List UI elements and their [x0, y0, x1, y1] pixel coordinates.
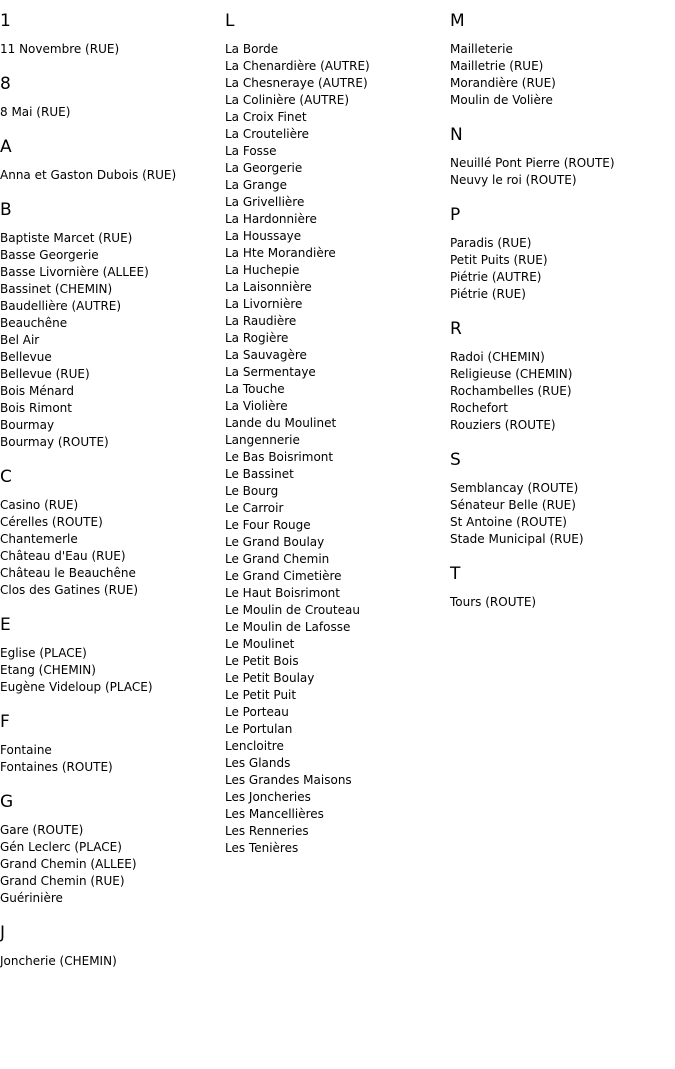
section-letter-heading: R — [450, 319, 462, 339]
street-name: Le Carroir — [225, 501, 284, 515]
street-name: La Huchepie — [225, 263, 300, 277]
section-letter-heading: M — [450, 11, 465, 31]
street-name: Bellevue (RUE) — [0, 367, 90, 381]
street-name: Bel Air — [0, 333, 40, 347]
street-name: Joncherie (CHEMIN) — [0, 954, 117, 968]
street-list — [450, 155, 670, 189]
street-list — [450, 235, 670, 303]
letter-section — [0, 199, 220, 451]
section-letter-heading: 1 — [0, 11, 11, 31]
street-name: Les Glands — [225, 756, 291, 770]
street-name: Etang (CHEMIN) — [0, 663, 96, 677]
street-name: La Grange — [225, 178, 288, 192]
street-name: Neuillé Pont Pierre (ROUTE) — [450, 156, 615, 170]
street-name: 8 Mai (RUE) — [0, 105, 71, 119]
street-name: Piétrie (RUE) — [450, 287, 526, 301]
street-name: Le Petit Bois — [225, 654, 299, 668]
street-name: Neuvy le roi (ROUTE) — [450, 173, 577, 187]
letter-section — [0, 10, 220, 58]
letter-section — [450, 449, 670, 548]
street-name: La Chesneraye (AUTRE) — [225, 76, 368, 90]
street-name: Les Joncheries — [225, 790, 311, 804]
street-name: Les Tenières — [225, 841, 299, 855]
street-list — [450, 41, 670, 109]
street-name: Morandière (RUE) — [450, 76, 556, 90]
street-list — [450, 594, 670, 611]
street-name: Eugène Videloup (PLACE) — [0, 680, 153, 694]
street-name: Basse Livornière (ALLEE) — [0, 265, 149, 279]
letter-section — [0, 791, 220, 907]
section-letter-heading: 8 — [0, 74, 11, 94]
street-list — [450, 349, 670, 434]
street-list — [0, 822, 220, 907]
street-name: La Croix Finet — [225, 110, 307, 124]
street-name: Basse Georgerie — [0, 248, 99, 262]
street-name: Le Petit Puit — [225, 688, 297, 702]
street-list — [0, 230, 220, 451]
street-name: Gare (ROUTE) — [0, 823, 84, 837]
street-name: Baudellière (AUTRE) — [0, 299, 122, 313]
section-letter-heading: A — [0, 137, 12, 157]
street-name: Fontaine — [0, 743, 52, 757]
street-name: Les Mancellières — [225, 807, 324, 821]
section-letter-heading: F — [0, 712, 10, 732]
street-name: Sénateur Belle (RUE) — [450, 498, 576, 512]
street-name: Stade Municipal (RUE) — [450, 532, 584, 546]
street-list — [0, 645, 220, 696]
section-letter-heading: S — [450, 450, 461, 470]
section-letter-heading: C — [0, 467, 12, 487]
street-name: Bois Ménard — [0, 384, 75, 398]
street-list — [0, 497, 220, 599]
street-name: Beauchêne — [0, 316, 68, 330]
street-name: Lande du Moulinet — [225, 416, 337, 430]
street-name: Bassinet (CHEMIN) — [0, 282, 113, 296]
street-name: Religieuse (CHEMIN) — [450, 367, 573, 381]
street-name: Le Bas Boisrimont — [225, 450, 334, 464]
street-name: La Chenardière (AUTRE) — [225, 59, 370, 73]
street-name: Bourmay — [0, 418, 55, 432]
street-name: Le Bassinet — [225, 467, 294, 481]
street-name: Paradis (RUE) — [450, 236, 532, 250]
section-letter-heading: J — [0, 923, 6, 943]
street-name: Le Haut Boisrimont — [225, 586, 340, 600]
street-name: La Hardonnière — [225, 212, 317, 226]
street-list — [0, 167, 220, 184]
street-name: La Hte Morandière — [225, 246, 336, 260]
street-name: Grand Chemin (ALLEE) — [0, 857, 137, 871]
letter-section — [0, 922, 220, 970]
street-name: Le Petit Boulay — [225, 671, 315, 685]
letter-section — [225, 10, 445, 857]
section-letter-heading: N — [450, 125, 463, 145]
street-name: La Grivellière — [225, 195, 305, 209]
street-name: Lencloitre — [225, 739, 284, 753]
street-name: La Fosse — [225, 144, 277, 158]
street-name: Bellevue — [0, 350, 52, 364]
street-list — [0, 953, 220, 970]
section-letter-heading: B — [0, 200, 12, 220]
street-index-column-3 — [450, 10, 670, 626]
street-index-column-2 — [225, 10, 445, 872]
street-list — [450, 480, 670, 548]
street-name: Baptiste Marcet (RUE) — [0, 231, 133, 245]
street-name: St Antoine (ROUTE) — [450, 515, 567, 529]
street-name: 11 Novembre (RUE) — [0, 42, 120, 56]
street-name: La Sauvagère — [225, 348, 307, 362]
letter-section — [0, 466, 220, 599]
section-letter-heading: L — [225, 11, 235, 31]
street-name: La Colinière (AUTRE) — [225, 93, 350, 107]
letter-section — [450, 204, 670, 303]
street-name: Grand Chemin (RUE) — [0, 874, 125, 888]
street-name: La Rogière — [225, 331, 289, 345]
street-name: Le Moulin de Crouteau — [225, 603, 360, 617]
street-name: Semblancay (ROUTE) — [450, 481, 579, 495]
street-name: Rouziers (ROUTE) — [450, 418, 556, 432]
street-name: Rochambelles (RUE) — [450, 384, 572, 398]
street-name: Château le Beauchêne — [0, 566, 136, 580]
street-name: Piétrie (AUTRE) — [450, 270, 542, 284]
street-name: Gén Leclerc (PLACE) — [0, 840, 122, 854]
street-name: La Livornière — [225, 297, 303, 311]
street-name: La Violière — [225, 399, 288, 413]
street-name: Les Grandes Maisons — [225, 773, 352, 787]
street-name: Château d'Eau (RUE) — [0, 549, 126, 563]
street-name: Le Porteau — [225, 705, 289, 719]
street-list — [0, 41, 220, 58]
street-name: Mailleterie — [450, 42, 513, 56]
street-name: Chantemerle — [0, 532, 78, 546]
street-name: Le Grand Cimetière — [225, 569, 342, 583]
street-name: Le Moulinet — [225, 637, 295, 651]
letter-section — [0, 614, 220, 696]
street-name: Le Four Rouge — [225, 518, 311, 532]
street-name: Le Grand Chemin — [225, 552, 330, 566]
street-name: Moulin de Volière — [450, 93, 553, 107]
street-name: La Touche — [225, 382, 285, 396]
street-list — [0, 104, 220, 121]
section-letter-heading: G — [0, 792, 14, 812]
street-name: Casino (RUE) — [0, 498, 79, 512]
street-name: Radoi (CHEMIN) — [450, 350, 545, 364]
street-name: La Laisonnière — [225, 280, 312, 294]
street-list — [225, 41, 445, 857]
street-name: Cérelles (ROUTE) — [0, 515, 103, 529]
street-name: Mailletrie (RUE) — [450, 59, 544, 73]
street-name: Tours (ROUTE) — [450, 595, 537, 609]
street-name: La Houssaye — [225, 229, 302, 243]
letter-section — [0, 73, 220, 121]
street-name: Fontaines (ROUTE) — [0, 760, 113, 774]
street-name: Bois Rimont — [0, 401, 72, 415]
letter-section — [450, 563, 670, 611]
street-name: Bourmay (ROUTE) — [0, 435, 109, 449]
street-name: Le Bourg — [225, 484, 279, 498]
street-name: Le Moulin de Lafosse — [225, 620, 351, 634]
street-name: Petit Puits (RUE) — [450, 253, 548, 267]
section-letter-heading: P — [450, 205, 461, 225]
street-name: La Croutelière — [225, 127, 310, 141]
letter-section — [450, 318, 670, 434]
street-name: Clos des Gatines (RUE) — [0, 583, 138, 597]
letter-section — [0, 136, 220, 184]
street-list — [0, 742, 220, 776]
street-name: Les Renneries — [225, 824, 309, 838]
section-letter-heading: T — [450, 564, 461, 584]
street-name: La Raudière — [225, 314, 297, 328]
street-name: La Georgerie — [225, 161, 303, 175]
street-name: Rochefort — [450, 401, 508, 415]
street-name: Anna et Gaston Dubois (RUE) — [0, 168, 177, 182]
street-name: Eglise (PLACE) — [0, 646, 87, 660]
street-name: La Sermentaye — [225, 365, 316, 379]
street-name: Le Grand Boulay — [225, 535, 325, 549]
letter-section — [450, 124, 670, 189]
letter-section — [0, 711, 220, 776]
street-name: Guérinière — [0, 891, 63, 905]
letter-section — [450, 10, 670, 109]
section-letter-heading: E — [0, 615, 11, 635]
street-name: Le Portulan — [225, 722, 293, 736]
street-name: Langennerie — [225, 433, 300, 447]
street-index-column-1 — [0, 10, 220, 985]
street-name: La Borde — [225, 42, 279, 56]
